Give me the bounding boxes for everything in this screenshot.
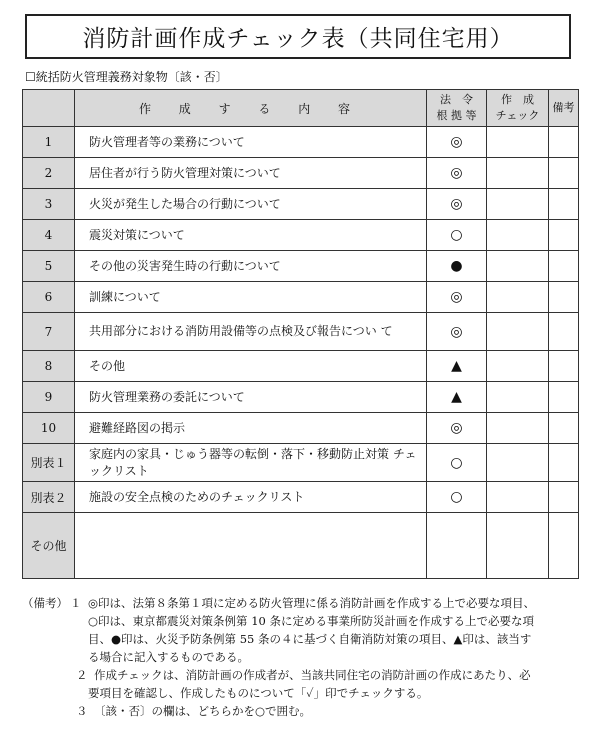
row-basis-mark: ○ [427,444,487,482]
row-number: その他 [23,513,75,579]
row-basis-mark: ○ [427,220,487,251]
row-content: その他 [75,351,427,382]
header-check [487,90,549,127]
row-basis-mark: ◎ [427,189,487,220]
row-number: 3 [23,189,75,220]
row-check-cell[interactable] [487,382,549,413]
table-row [23,251,579,282]
row-basis-mark: ○ [427,482,487,513]
checklist-rows [23,127,579,579]
table-row [23,158,579,189]
footnote-1-line3: 目、●印は、火災予防条例第 55 条の４に基づく自衛消防対策の項目、▲印は、該当す [88,632,532,646]
footnote-2-line2: 要項目を確認し、作成したものについて「✓」印でチェックする。 [88,686,429,700]
footnote-3-text: 〔該・否〕の欄は、どちらかを○で囲む。 [94,704,312,718]
row-check-cell[interactable] [487,313,549,351]
row-number: 10 [23,413,75,444]
row-check-cell[interactable] [487,189,549,220]
footnote-label: （備考） [22,596,68,610]
header-content: 作 成 す る 内 容 [75,90,427,127]
row-content: 訓練について [75,282,427,313]
row-number: 6 [23,282,75,313]
table-row [23,313,579,351]
table-row [23,127,579,158]
header-basis-line1: 法 令 [440,93,473,106]
row-content: 防火管理業務の委託について [75,382,427,413]
table-row [23,382,579,413]
row-check-cell[interactable] [487,282,549,313]
row-content: 火災が発生した場合の行動について [75,189,427,220]
row-note-cell[interactable] [549,127,579,158]
row-check-cell[interactable] [487,513,549,579]
row-number: 9 [23,382,75,413]
table-row [23,220,579,251]
row-note-cell[interactable] [549,444,579,482]
row-number: 5 [23,251,75,282]
row-check-cell[interactable] [487,413,549,444]
row-check-cell[interactable] [487,482,549,513]
row-content: 居住者が行う防火管理対策について [75,158,427,189]
footnote-2 [22,666,578,684]
row-check-cell[interactable] [487,220,549,251]
row-content: 家庭内の家具・じゅう器等の転倒・落下・移動防止対策 チェックリスト [75,444,427,482]
table-row [23,482,579,513]
footnote-1-line2: ○印は、東京都震災対策条例第 10 条に定める事業所防災計画を作成する上で必要な項 [88,614,534,628]
row-note-cell[interactable] [549,251,579,282]
row-note-cell[interactable] [549,413,579,444]
table-row [23,513,579,579]
row-check-cell[interactable] [487,127,549,158]
row-check-cell[interactable] [487,351,549,382]
header-number-cell [23,90,75,127]
table-row [23,351,579,382]
header-check-line2: チェック [495,109,540,122]
row-number: 7 [23,313,75,351]
table-row [23,444,579,482]
row-basis-mark: ◎ [427,127,487,158]
row-content: 防火管理者等の業務について [75,127,427,158]
footnote-1-text: ◎印は、法第８条第１項に定める防火管理に係る消防計画を作成する上で必要な項目、 [88,596,536,610]
row-basis-mark: ● [427,251,487,282]
row-basis-mark: ▲ [427,382,487,413]
row-content: その他の災害発生時の行動について [75,251,427,282]
table-row [23,282,579,313]
page-title: 消防計画作成チェック表（共同住宅用） [82,26,514,52]
header-basis-line2: 根 拠 等 [436,109,477,122]
row-content: 避難経路図の掲示 [75,413,427,444]
table-row [23,189,579,220]
header-check-line1: 作 成 [501,93,534,106]
row-content: 震災対策について [75,220,427,251]
footnote-3 [22,702,578,720]
row-basis-mark: ▲ [427,351,487,382]
row-check-cell[interactable] [487,251,549,282]
row-number: 2 [23,158,75,189]
target-object-line: ☐統括防火管理義務対象物〔該・否〕 [25,70,228,84]
row-basis-mark: ◎ [427,413,487,444]
row-note-cell[interactable] [549,313,579,351]
row-note-cell[interactable] [549,220,579,251]
row-number: 別表１ [23,444,75,482]
row-content: 施設の安全点検のためのチェックリスト [75,482,427,513]
footnotes [22,594,578,720]
row-basis-mark: ◎ [427,158,487,189]
row-basis-mark [427,513,487,579]
row-note-cell[interactable] [549,351,579,382]
row-note-cell[interactable] [549,382,579,413]
footnote-1-number: １ [70,596,82,610]
table-row [23,413,579,444]
header-row [23,90,579,127]
row-check-cell[interactable] [487,444,549,482]
header-note: 備考 [549,90,579,127]
row-note-cell[interactable] [549,189,579,220]
row-number: 8 [23,351,75,382]
row-number: 1 [23,127,75,158]
checklist-table [22,89,579,579]
footnote-1-line4: る場合に記入するものである。 [88,650,249,664]
row-note-cell[interactable] [549,158,579,189]
row-number: 別表２ [23,482,75,513]
footnote-1 [22,594,578,612]
row-check-cell[interactable] [487,158,549,189]
row-basis-mark: ◎ [427,313,487,351]
row-basis-mark: ◎ [427,282,487,313]
footnote-2-text: 作成チェックは、消防計画の作成者が、当該共同住宅の消防計画の作成にあたり、必 [94,668,531,682]
row-note-cell[interactable] [549,513,579,579]
row-note-cell[interactable] [549,282,579,313]
row-number: 4 [23,220,75,251]
page-title-box [25,14,571,59]
row-note-cell[interactable] [549,482,579,513]
footnote-3-number: ３ [76,704,88,718]
row-content: 共用部分における消防用設備等の点検及び報告につい て [75,313,427,351]
row-content [75,513,427,579]
footnote-2-number: ２ [76,668,88,682]
header-basis [427,90,487,127]
